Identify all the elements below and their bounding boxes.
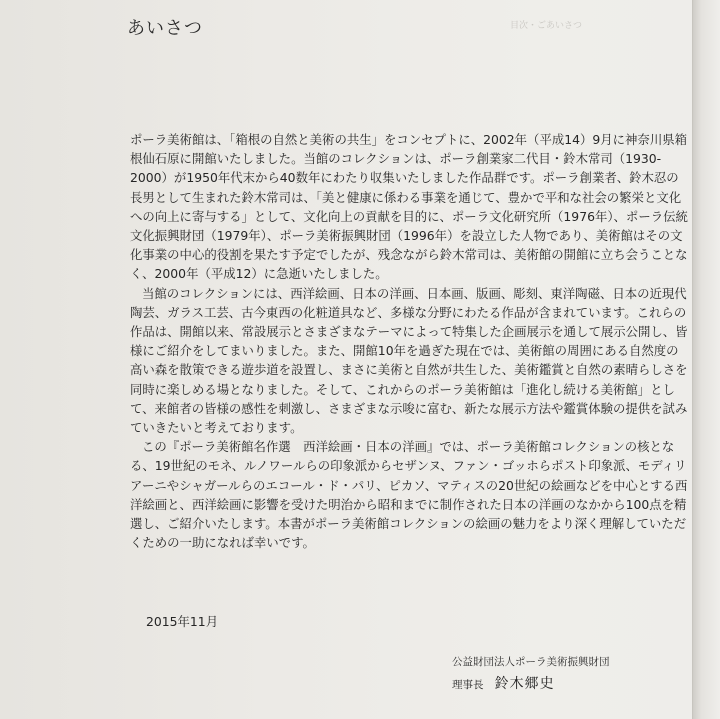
signature-block — [452, 673, 555, 693]
organization-name: 公益財団法人ポーラ美術振興財団 — [452, 656, 610, 668]
page-title: あいさつ — [127, 18, 203, 39]
paragraph-collection: 当館のコレクションには、西洋絵画、日本の洋画、日本画、版画、彫刻、東洋陶磁、日本の近現代陶芸、ガラス工芸、古今東西の化粧道具など、多様な分野にわたる作品が含まれています。これらの作品は、開館以来、常設展示とさまざまなテーマによって特集した企画展示を通して展示公開し、皆様にご紹介をしてまいりました。また、開館10年を過ぎた現在では、美術館の周囲にある自然度の高い森を散策できる遊歩道を設置し、まさに美術と自然が共生した、美術鑑賞と自然の素晴らしさを同時に楽しめる場となりました。そして、これからのポーラ美術館は「進化し続ける美術館」として、来館者の皆様の感性を刺激し、さまざまな示唆に富む、新たな展示方法や鑑賞体験の提供を試みていきたいと考えております。 — [130, 285, 688, 436]
bleed-through-text: 目次・ごあいさつ — [510, 21, 583, 31]
greeting-body — [130, 130, 690, 552]
signer-title: 理事長 — [452, 679, 484, 691]
signer-name: 鈴木郷史 — [494, 676, 555, 692]
publication-date: 2015年11月 — [146, 614, 219, 629]
page-edge — [692, 0, 720, 719]
paragraph-book: この『ポーラ美術館名作選 西洋絵画・日本の洋画』では、ポーラ美術館コレクションの核となる、19世紀のモネ、ルノワールらの印象派からセザンヌ、ファン・ゴッホらポスト印象派、モディリアーニやシャガールらのエコール・ド・パリ、ピカソ、マティスの20世紀の絵画などを中心とする西洋絵画と、西洋絵画に影響を受けた明治から昭和までに制作された日本の洋画のなかから100点を精選し、ご紹介いたします。本書がポーラ美術館コレクションの絵画の魅力をより深く理解していただくための一助になれば幸いです。 — [130, 439, 688, 551]
paragraph-history: ポーラ美術館は、「箱根の自然と美術の共生」をコンセプトに、2002年（平成14）9月に神奈川県箱根仙石原に開館いたしました。当館のコレクションは、ポーラ創業家二代目・鈴木常司（1930-2000）が1950年代末から40数年にわたり収集いたしました作品群です。ポーラ創業者、鈴木忍の長男として生まれた鈴木常司は、「美と健康に係わる事業を通じて、豊かで平和な社会の繁栄と文化への向上に寄与する」として、文化向上の貢献を目的に、ポーラ文化研究所（1976年）、ポーラ伝統文化振興財団（1979年）、ポーラ美術振興財団（1996年）を設立した人物であり、美術館はその文化事業の中心的役割を果たす予定でしたが、残念ながら鈴木常司は、美術館の開館に立ち会うことなく、2000年（平成12）に急逝いたしました。 — [130, 132, 688, 282]
